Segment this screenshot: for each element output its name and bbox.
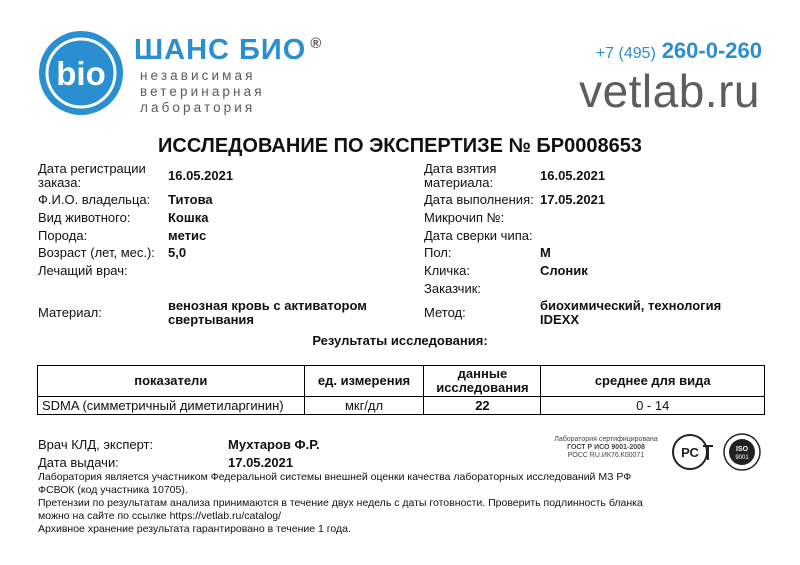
footer-note-5: Архивное хранение результата гарантировано в течение 1 года. (38, 523, 351, 535)
logo-text: bio (56, 55, 106, 92)
footer-note-1: Лаборатория является участником Федеральной системы внешней оценки качества лабораторных исследований МЗ РФ (38, 471, 632, 483)
field-value-age: 5,0 (168, 245, 187, 260)
field-label-customer: Заказчик: (424, 281, 482, 296)
issue-date-label: Дата выдачи: (38, 455, 119, 470)
field-label-breed: Порода: (38, 228, 88, 243)
doctor-label: Врач КЛД, эксперт: (38, 437, 154, 452)
field-label-material: Материал: (38, 305, 102, 320)
cell-indicator: SDMA (симметричный диметиларгинин) (38, 397, 305, 415)
footer-note-2: ФСВОК (код участника 10705). (38, 484, 188, 496)
field-value-pet-name: Слоник (540, 263, 588, 278)
issue-date-value: 17.05.2021 (228, 455, 294, 470)
col-header-indicator: показатели (38, 366, 305, 397)
field-value-sampling-date: 16.05.2021 (540, 168, 606, 183)
results-header-row (38, 366, 765, 397)
footer-note-3: Претензии по результатам анализа принимаются в течение двух недель с даты готовности. Проверить подлинность бланка (38, 497, 643, 509)
field-label-species: Вид животного: (38, 210, 131, 225)
field-value-breed: метис (168, 228, 207, 243)
table-row (38, 397, 765, 415)
website: vetlab.ru (579, 65, 760, 117)
cert-line-1: Лаборатория сертифицирована (554, 436, 658, 443)
registered-mark: ® (310, 35, 323, 53)
field-label-sampling-date: Дата взятия материала: (424, 161, 497, 190)
footer-note-4: можно на сайте по ссылке https://vetlab.ru/catalog/ (38, 510, 282, 522)
brand-name (134, 34, 322, 67)
brand-name-text: ШАНС БИО (134, 34, 307, 66)
field-label-registration-date: Дата регистрации заказа: (38, 161, 146, 190)
cell-reference: 0 - 14 (541, 397, 765, 415)
field-label-microchip: Микрочип №: (424, 210, 505, 225)
phone-main: 260-0-260 (661, 38, 762, 63)
document-title: ИССЛЕДОВАНИЕ ПО ЭКСПЕРТИЗЕ № БР0008653 (158, 135, 642, 157)
cert-line-3: РОСС RU.ИК76.К00071 (567, 452, 645, 459)
field-label-completion-date: Дата выполнения: (424, 192, 534, 207)
col-header-reference: среднее для вида (541, 366, 765, 397)
svg-text:ISO: ISO (735, 446, 749, 453)
field-value-sex: М (540, 245, 551, 260)
results-table (37, 365, 765, 415)
field-label-vet: Лечащий врач: (38, 263, 128, 278)
svg-text:РС: РС (681, 445, 699, 460)
cell-unit: мкг/дл (304, 397, 424, 415)
svg-text:9001: 9001 (735, 455, 749, 461)
tagline-line-1: независимая (140, 68, 256, 83)
field-label-sex: Пол: (424, 245, 452, 260)
tagline-line-2: ветеринарная (140, 84, 265, 99)
field-value-species: Кошка (168, 210, 209, 225)
cell-value: 22 (424, 397, 541, 415)
field-value-completion-date: 17.05.2021 (540, 192, 606, 207)
field-label-age: Возраст (лет, мес.): (38, 245, 155, 260)
cert-line-2: ГОСТ Р ИСО 9001-2008 (567, 444, 645, 451)
iso-9001-mark (722, 432, 762, 472)
phone-prefix: +7 (495) (595, 45, 656, 62)
certification-text (546, 436, 666, 460)
field-value-registration-date: 16.05.2021 (168, 168, 234, 183)
tagline-line-3: лаборатория (140, 100, 256, 115)
field-value-material: венозная кровь с активатором свертывания (168, 298, 367, 327)
doctor-name: Мухтаров Ф.Р. (228, 437, 320, 452)
field-value-owner: Титова (168, 192, 213, 207)
results-title: Результаты исследования: (312, 333, 488, 348)
field-label-pet-name: Кличка: (424, 263, 471, 278)
field-label-owner: Ф.И.О. владельца: (38, 192, 151, 207)
field-label-method: Метод: (424, 305, 466, 320)
col-header-unit: ед. измерения (304, 366, 424, 397)
col-header-value: данные исследования (424, 366, 541, 397)
field-value-method: биохимический, технология IDEXX (540, 298, 722, 327)
phone-number (596, 38, 762, 64)
field-label-chip-check-date: Дата сверки чипа: (424, 228, 533, 243)
bio-logo (38, 30, 124, 116)
rst-certification-mark (670, 432, 714, 472)
